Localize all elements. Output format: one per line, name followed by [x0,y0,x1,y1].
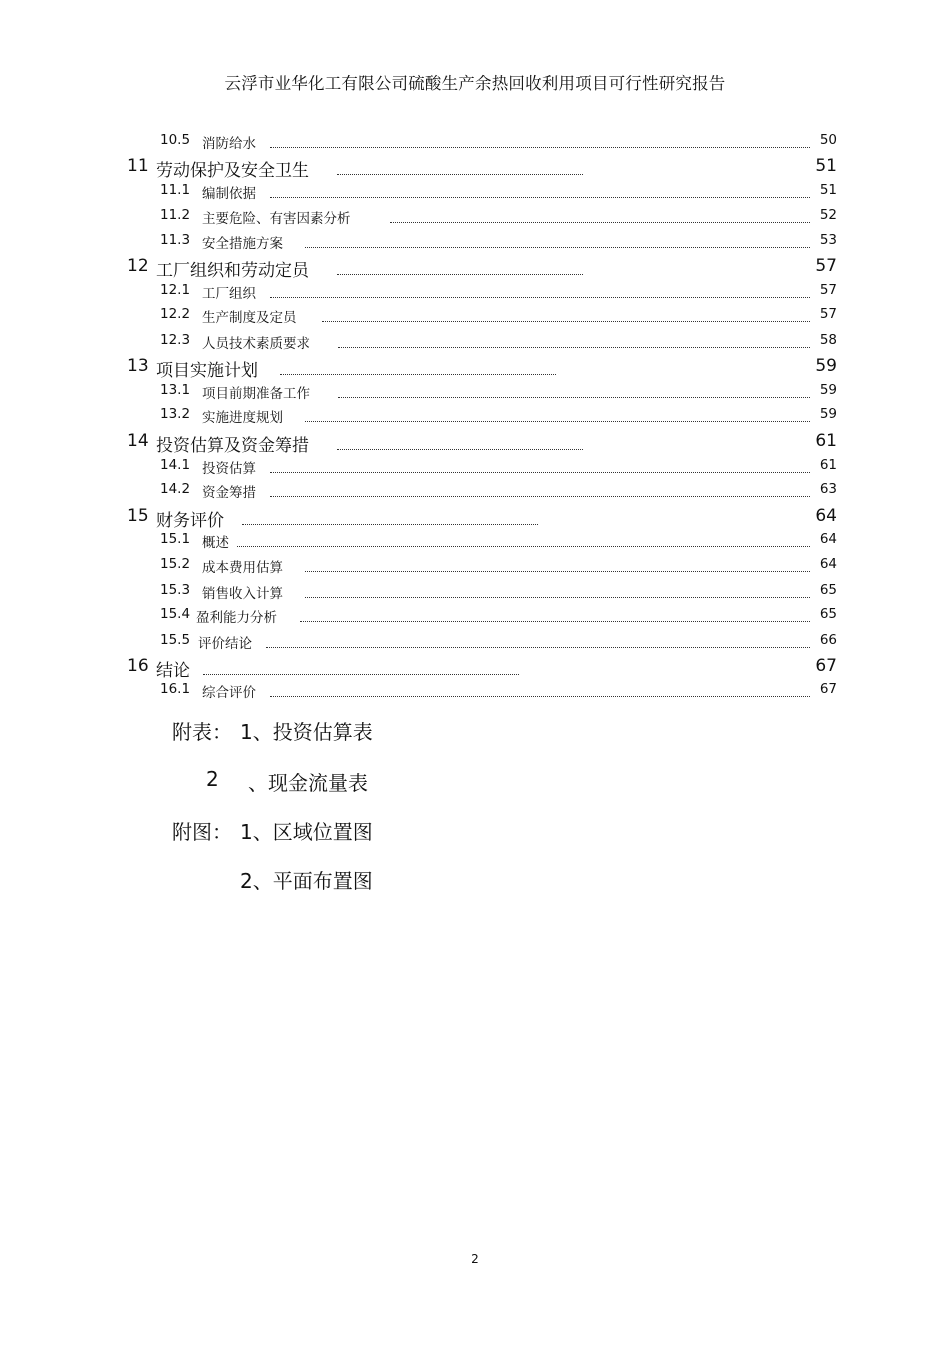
toc-entry-number: 14.2 [160,481,191,497]
toc-entry-title: 投资估算 [202,461,256,477]
toc-entry[interactable] [0,481,950,503]
toc-leader-dots [337,174,583,175]
toc-chapter-title: 劳动保护及安全卫生 [156,161,309,181]
toc-chapter-page: 61 [815,431,837,451]
toc-leader-dots [337,274,583,275]
appendix-figure-1[interactable]: 1、区域位置图 [240,820,373,844]
toc-entry-title: 实施进度规划 [202,410,283,426]
toc-entry-number: 11.1 [160,182,191,198]
toc-entry-page: 52 [819,207,837,223]
toc-entry-page: 61 [819,457,837,473]
appendix-tables-label: 附表： [172,720,232,744]
toc-chapter-page: 57 [815,256,837,276]
toc-entry-title: 安全措施方案 [202,236,283,252]
toc-chapter-number: 14 [127,431,149,451]
toc-chapter-number: 11 [127,156,149,176]
toc-chapter-title: 结论 [156,661,190,681]
toc-entry[interactable] [0,531,950,553]
page-number: 2 [471,1252,479,1266]
toc-entry-title: 评价结论 [198,636,252,652]
toc-entry-title: 主要危险、有害因素分析 [202,211,351,227]
toc-entry[interactable] [0,182,950,204]
toc-entry[interactable] [0,306,950,328]
toc-entry-number: 15.1 [160,531,191,547]
toc-entry-number: 11.2 [160,207,191,223]
toc-leader-dots [266,647,810,648]
toc-entry-page: 50 [819,132,837,148]
toc-entry-title: 盈利能力分析 [196,610,277,626]
document-header: 云浮市业华化工有限公司硫酸生产余热回收利用项目可行性研究报告 [224,74,726,93]
toc-entry-number: 12.3 [160,332,191,348]
toc-entry-number: 15.3 [160,582,191,598]
toc-entry-page: 63 [819,481,837,497]
toc-entry[interactable] [0,132,950,154]
toc-leader-dots [270,297,810,298]
toc-chapter-page: 59 [815,356,837,376]
toc-entry[interactable] [0,582,950,604]
toc-entry[interactable] [0,681,950,703]
toc-chapter-title: 工厂组织和劳动定员 [156,261,309,281]
toc-leader-dots [305,247,810,248]
toc-entry-page: 67 [819,681,837,697]
toc-chapter-title: 财务评价 [156,511,224,531]
toc-leader-dots [300,621,810,622]
toc-entry-title: 工厂组织 [202,286,256,302]
toc-entry-page: 65 [819,582,837,598]
toc-leader-dots [270,496,810,497]
toc-entry-page: 59 [819,406,837,422]
toc-entry[interactable] [0,606,950,628]
toc-entry-number: 15.5 [160,632,191,648]
toc-entry-title: 人员技术素质要求 [202,336,310,352]
toc-entry-title: 编制依据 [202,186,256,202]
toc-leader-dots [203,674,519,675]
toc-entry-number: 11.3 [160,232,191,248]
toc-leader-dots [390,222,810,223]
toc-entry-title: 成本费用估算 [202,560,283,576]
toc-entry-number: 15.4 [160,606,191,622]
toc-entry-page: 64 [819,531,837,547]
toc-entry-page: 57 [819,282,837,298]
toc-entry-number: 12.1 [160,282,191,298]
toc-entry-number: 10.5 [160,132,191,148]
toc-chapter-number: 12 [127,256,149,276]
toc-leader-dots [322,321,810,322]
toc-entry-number: 14.1 [160,457,191,473]
appendix-table-2[interactable]: 、现金流量表 [248,771,368,795]
toc-entry-number: 13.2 [160,406,191,422]
toc-entry-page: 57 [819,306,837,322]
toc-chapter[interactable] [0,356,950,381]
toc-entry-number: 16.1 [160,681,191,697]
toc-entry-title: 资金筹措 [202,485,256,501]
appendix-figures-label: 附图： [172,820,232,844]
toc-leader-dots [305,597,810,598]
toc-chapter-title: 项目实施计划 [156,361,258,381]
toc-leader-dots [338,397,810,398]
toc-entry-page: 66 [819,632,837,648]
toc-leader-dots [242,524,538,525]
toc-entry-page: 58 [819,332,837,348]
appendix-figure-2[interactable]: 2、平面布置图 [240,869,373,893]
toc-chapter-page: 64 [815,506,837,526]
toc-chapter[interactable] [0,431,950,456]
toc-entry-page: 51 [819,182,837,198]
toc-leader-dots [270,197,810,198]
toc-entry-number: 13.1 [160,382,191,398]
toc-leader-dots [270,472,810,473]
toc-entry-title: 生产制度及定员 [202,310,297,326]
appendix-table-2-number: 2 [206,767,219,791]
toc-entry[interactable] [0,232,950,254]
toc-chapter-page: 51 [815,156,837,176]
toc-chapter[interactable] [0,656,950,681]
toc-entry[interactable] [0,457,950,479]
toc-leader-dots [305,571,810,572]
toc-entry[interactable] [0,332,950,354]
toc-leader-dots [338,347,810,348]
toc-entry-number: 12.2 [160,306,191,322]
toc-leader-dots [237,546,810,547]
toc-chapter-title: 投资估算及资金筹措 [156,436,309,456]
toc-chapter-number: 15 [127,506,149,526]
toc-chapter-number: 16 [127,656,149,676]
toc-chapter-page: 67 [815,656,837,676]
toc-leader-dots [270,696,810,697]
toc-leader-dots [305,421,810,422]
toc-entry[interactable] [0,282,950,304]
toc-entry[interactable] [0,556,950,578]
toc-entry[interactable] [0,406,950,428]
toc-entry-page: 59 [819,382,837,398]
toc-entry-number: 15.2 [160,556,191,572]
toc-chapter[interactable] [0,156,950,181]
toc-entry-page: 53 [819,232,837,248]
toc-entry[interactable] [0,382,950,404]
toc-entry[interactable] [0,632,950,654]
toc-entry-page: 65 [819,606,837,622]
toc-entry-title: 概述 [202,535,229,551]
appendix-table-1[interactable]: 1、投资估算表 [240,720,373,744]
toc-chapter-number: 13 [127,356,149,376]
toc-entry-title: 综合评价 [202,685,256,701]
toc-entry-title: 销售收入计算 [202,586,283,602]
toc-entry-title: 项目前期准备工作 [202,386,310,402]
toc-entry-page: 64 [819,556,837,572]
toc-leader-dots [337,449,583,450]
toc-chapter[interactable] [0,256,950,281]
toc-entry-title: 消防给水 [202,136,256,152]
toc-leader-dots [270,147,810,148]
toc-chapter[interactable] [0,506,950,531]
toc-leader-dots [280,374,556,375]
toc-entry[interactable] [0,207,950,229]
